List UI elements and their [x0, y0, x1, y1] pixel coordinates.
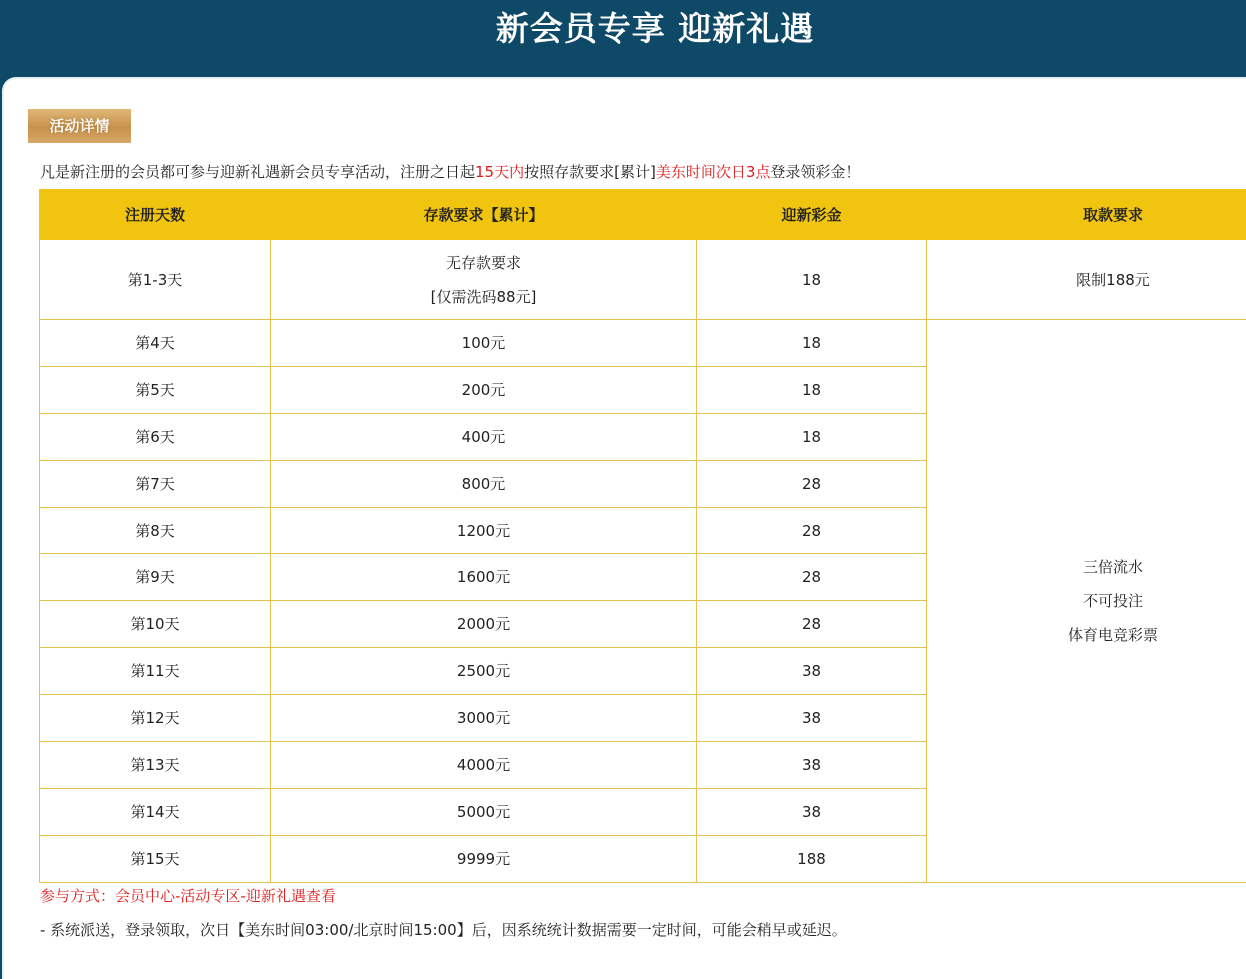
cell-deposit: 9999元: [271, 835, 697, 882]
distribution-note: - 系统派送，登录领取，次日【美东时间03:00/北京时间15:00】后，因系统统计数据需要一定时间，可能会稍早或延迟。: [40, 919, 847, 940]
table-header-row: [40, 190, 1246, 240]
join-method-text: 参与方式：会员中心-活动专区-迎新礼遇查看: [40, 885, 336, 906]
cell-bonus: 18: [697, 413, 927, 460]
cell-day: 第7天: [40, 460, 271, 507]
cell-deposit: 800元: [271, 460, 697, 507]
cell-bonus: 18: [697, 366, 927, 413]
cell-day: 第15天: [40, 835, 271, 882]
cell-bonus: 18: [697, 240, 927, 320]
withdraw-rule-line: 不可投注: [927, 584, 1246, 618]
header-welcome-bonus: 迎新彩金: [697, 190, 927, 240]
cell-day: 第4天: [40, 320, 271, 367]
table-row: [40, 240, 1246, 320]
cell-day: 第9天: [40, 554, 271, 601]
cell-withdraw: 限制188元: [927, 240, 1246, 320]
cell-bonus: 38: [697, 788, 927, 835]
cell-day: 第11天: [40, 648, 271, 695]
cell-day: 第1-3天: [40, 240, 271, 320]
cell-deposit-line-2: [仅需洗码88元]: [271, 280, 696, 314]
cell-deposit-line-1: 无存款要求: [271, 246, 696, 280]
cell-deposit: 1600元: [271, 554, 697, 601]
intro-part-1: 凡是新注册的会员都可参与迎新礼遇新会员专享活动，注册之日起: [40, 163, 475, 181]
cell-bonus: 38: [697, 695, 927, 742]
cell-bonus: 28: [697, 460, 927, 507]
page-title: 新会员专享 迎新礼遇: [0, 0, 1246, 58]
cell-deposit: 200元: [271, 366, 697, 413]
cell-deposit: 5000元: [271, 788, 697, 835]
cell-deposit: 4000元: [271, 742, 697, 789]
cell-withdraw-merged: [927, 320, 1246, 883]
withdraw-rule-line: 三倍流水: [927, 550, 1246, 584]
table-row: [40, 320, 1246, 367]
cell-day: 第12天: [40, 695, 271, 742]
header-deposit-requirement: 存款要求【累计】: [271, 190, 697, 240]
cell-bonus: 38: [697, 648, 927, 695]
withdraw-rule-line: 体育电竞彩票: [927, 618, 1246, 652]
cell-deposit: 3000元: [271, 695, 697, 742]
intro-part-2: 按照存款要求[累计]: [524, 163, 656, 181]
bonus-table: [39, 189, 1246, 883]
cell-bonus: 28: [697, 601, 927, 648]
intro-text: [40, 160, 860, 184]
cell-bonus: 188: [697, 835, 927, 882]
cell-deposit: 2500元: [271, 648, 697, 695]
intro-highlight-days: 15天内: [475, 163, 524, 181]
cell-bonus: 28: [697, 554, 927, 601]
cell-deposit: 1200元: [271, 507, 697, 554]
cell-day: 第8天: [40, 507, 271, 554]
cell-day: 第5天: [40, 366, 271, 413]
cell-deposit: [271, 240, 697, 320]
intro-highlight-time: 美东时间次日3点: [656, 163, 771, 181]
cell-bonus: 38: [697, 742, 927, 789]
cell-bonus: 18: [697, 320, 927, 367]
cell-bonus: 28: [697, 507, 927, 554]
cell-deposit: 2000元: [271, 601, 697, 648]
cell-day: 第10天: [40, 601, 271, 648]
cell-day: 第14天: [40, 788, 271, 835]
cell-day: 第6天: [40, 413, 271, 460]
cell-deposit: 400元: [271, 413, 697, 460]
intro-part-3: 登录领彩金！: [770, 163, 860, 181]
cell-deposit: 100元: [271, 320, 697, 367]
header-withdraw-requirement: 取款要求: [927, 190, 1246, 240]
activity-details-badge: 活动详情: [28, 109, 131, 143]
page-header: [0, 0, 1246, 78]
header-register-days: 注册天数: [40, 190, 271, 240]
cell-day: 第13天: [40, 742, 271, 789]
